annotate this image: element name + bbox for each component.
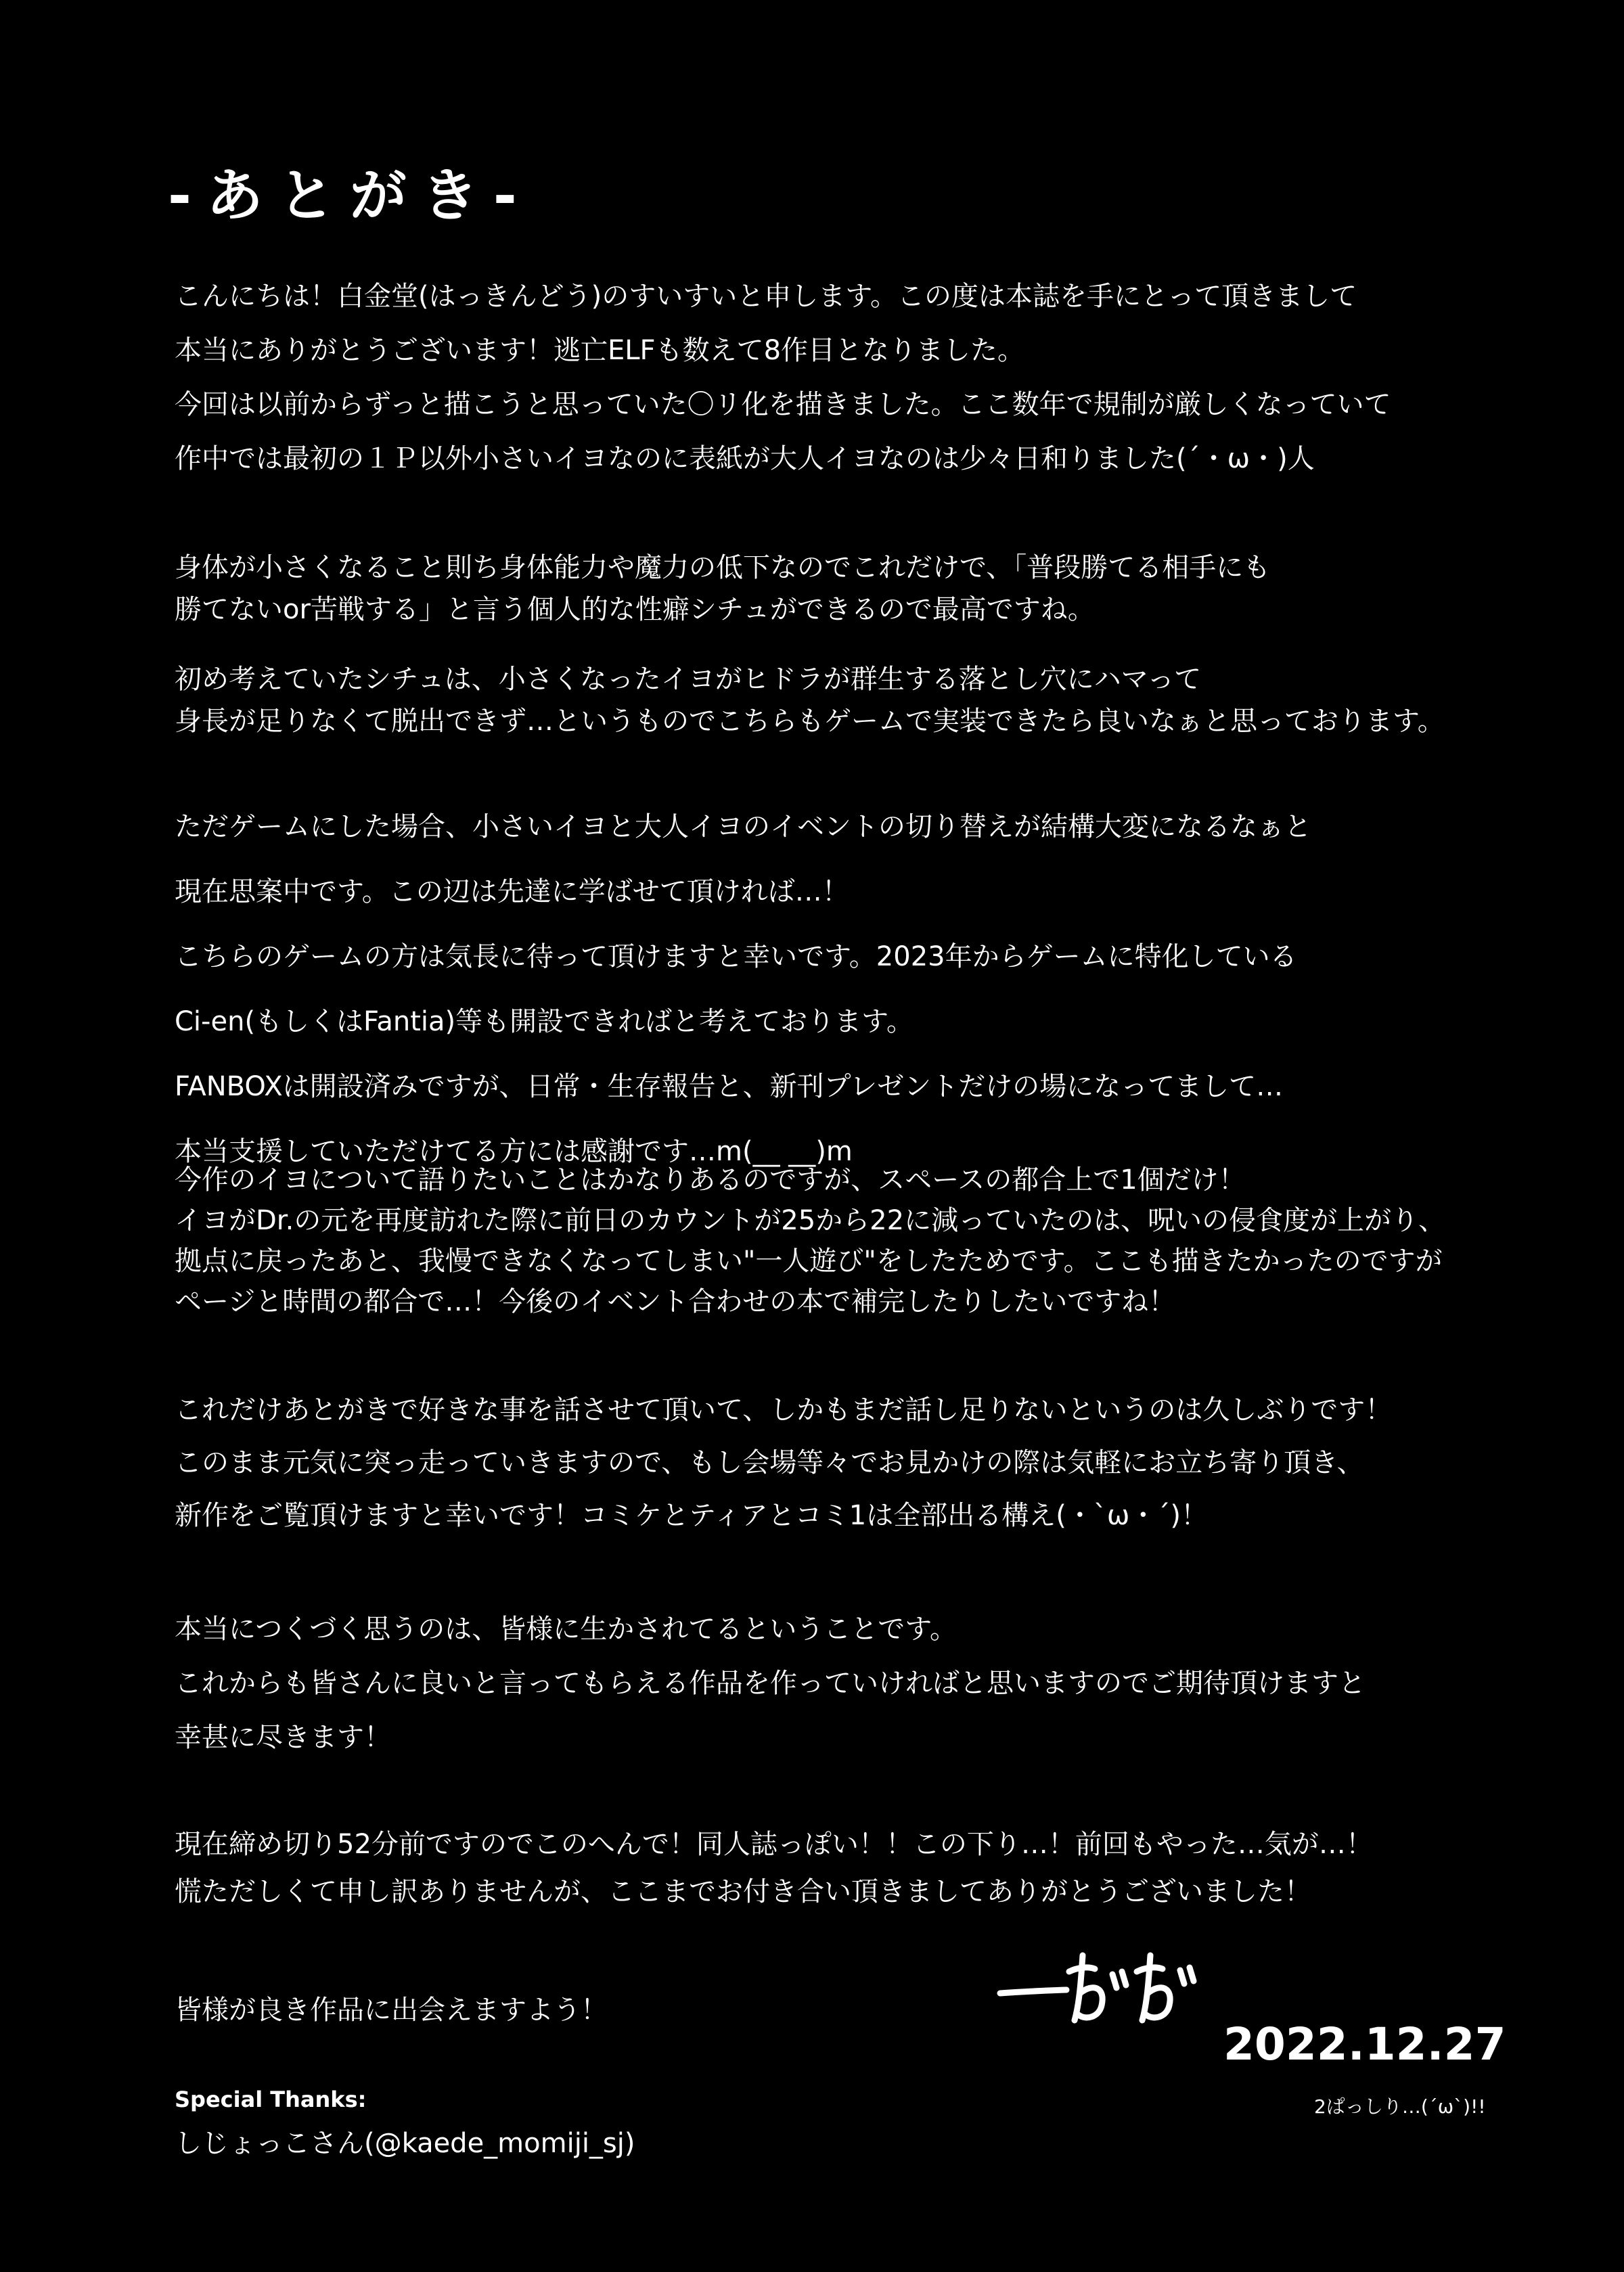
signature-handwriting bbox=[993, 1940, 1237, 2035]
text-line: 拠点に戻ったあと、我慢できなくなってしまい"一人遊び"をしたためです。ここも描きたかったのですが bbox=[175, 1246, 1443, 1277]
text-line: 今回は以前からずっと描こうと思っていた〇リ化を描きました。ここ数年で規制が厳しくなっていて bbox=[175, 389, 1391, 420]
signature-date: 2022.12.27 bbox=[1223, 2018, 1506, 2070]
paragraph-7 bbox=[175, 1612, 1366, 1755]
text-line: ただゲームにした場合、小さいイヨと大人イヨのイベントの切り替えが結構大変になるなぁと bbox=[175, 811, 1311, 842]
signature-note: 2ぱっしり…(´ω`)!! bbox=[1314, 2095, 1486, 2118]
paragraph-6 bbox=[175, 1392, 1392, 1533]
text-line: 現在思案中です。この辺は先達に学ばせて頂ければ…！ bbox=[175, 876, 849, 907]
text-line: 幸甚に尽きます！ bbox=[175, 1722, 391, 1753]
paragraph-8 bbox=[175, 1827, 1373, 1909]
page-title: -あとがき- bbox=[168, 162, 532, 229]
text-line: ページと時間の都合で…！今後のイベント合わせの本で補完したりしたいですね！ bbox=[175, 1286, 1176, 1317]
text-line: 今作のイヨについて語りたいことはかなりあるのですが、スペースの都合上で1個だけ！ bbox=[175, 1164, 1246, 1196]
text-line: 慌ただしくて申し訳ありませんが、ここまでお付き合い頂きましてありがとうございました！ bbox=[175, 1876, 1311, 1907]
paragraph-1 bbox=[175, 279, 1391, 476]
text-line: 現在締め切り52分前ですのでこのへんで！同人誌っぽい！！この下り…！前回もやった…気が…！ bbox=[175, 1829, 1373, 1860]
paragraph-3 bbox=[175, 662, 1445, 739]
text-line: こんにちは！白金堂(はっきんどう)のすいすいと申します。この度は本誌を手にとって頂きまして bbox=[175, 281, 1357, 312]
special-thanks-name: しじょっこさん(@kaede_momiji_sj) bbox=[175, 2128, 635, 2159]
text-line: FANBOXは開設済みですが、日常・生存報告と、新刊プレゼントだけの場になってまして… bbox=[175, 1071, 1284, 1102]
text-line: イヨがDr.の元を再度訪れた際に前日のカウントが25から22に減っていたのは、呪いの侵食度が上がり、 bbox=[175, 1205, 1446, 1236]
text-line: 本当につくづく思うのは、皆様に生かされてるということです。 bbox=[175, 1614, 957, 1645]
text-line: 新作をご覧頂けますと幸いです！コミケとティアとコミ1は全部出る構え(・`ω・´)！ bbox=[175, 1500, 1208, 1531]
paragraph-2 bbox=[175, 550, 1270, 627]
text-line: 身長が足りなくて脱出できず…というものでこちらもゲームで実装できたら良いなぁと思っております。 bbox=[175, 706, 1445, 737]
text-line: 皆様が良き作品に出会えますよう！ bbox=[175, 1995, 608, 2026]
paragraph-4 bbox=[175, 809, 1311, 1169]
text-line: これからも皆さんに良いと言ってもらえる作品を作っていければと思いますのでご期待頂けますと bbox=[175, 1668, 1366, 1699]
text-line: 身体が小さくなること則ち身体能力や魔力の低下なのでこれだけで、「普段勝てる相手にも bbox=[175, 552, 1271, 583]
text-line: 本当支援していただけてる方には感謝です…m(__ __)m bbox=[175, 1136, 853, 1167]
text-line: こちらのゲームの方は気長に待って頂けますと幸いです。2023年からゲームに特化している bbox=[175, 941, 1297, 972]
text-line: 初め考えていたシチュは、小さくなったイヨがヒドラが群生する落とし穴にハマって bbox=[175, 664, 1202, 695]
text-line: これだけあとがきで好きな事を話させて頂いて、しかもまだ話し足りないというのは久しぶりです！ bbox=[175, 1394, 1393, 1426]
text-line: 作中では最初の１Ｐ以外小さいイヨなのに表紙が大人イヨなのは少々日和りました(´・ω・)人 bbox=[175, 443, 1315, 474]
text-line: このまま元気に突っ走っていきますので、もし会場等々でお見かけの際は気軽にお立ち寄り頂き、 bbox=[175, 1447, 1364, 1478]
text-line: 本当にありがとうございます！逃亡ELFも数えて8作目となりました。 bbox=[175, 335, 1025, 366]
special-thanks-label: Special Thanks: bbox=[175, 2087, 367, 2112]
paragraph-5 bbox=[175, 1162, 1445, 1319]
text-line: Ci-en(もしくはFantia)等も開設できればと考えております。 bbox=[175, 1006, 914, 1037]
text-line: 勝てないor苦戦する」と言う個人的な性癖シチュができるので最高ですね。 bbox=[175, 594, 1095, 625]
paragraph-9 bbox=[175, 1993, 608, 2028]
